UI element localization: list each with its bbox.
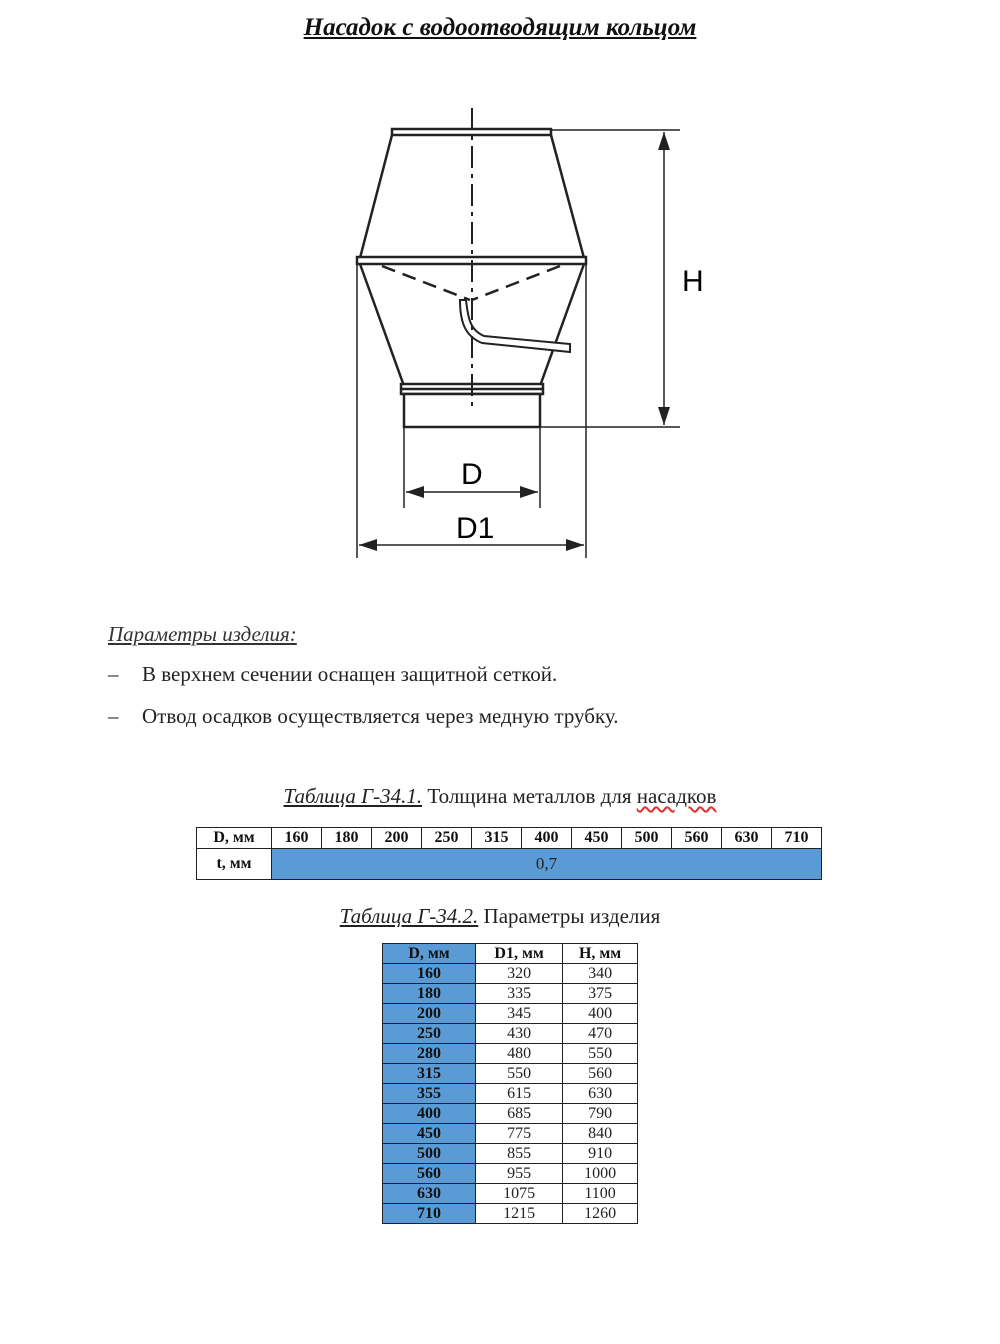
h-cell: 1000: [563, 1164, 638, 1184]
d1-cell: 775: [476, 1124, 563, 1144]
h-cell: 340: [563, 964, 638, 984]
diameter-cell: 710: [772, 828, 822, 849]
d-cell: 500: [383, 1144, 476, 1164]
d1-cell: 480: [476, 1044, 563, 1064]
h-cell: 470: [563, 1024, 638, 1044]
d-cell: 160: [383, 964, 476, 984]
table-row: [383, 984, 638, 1004]
h-cell: 790: [563, 1104, 638, 1124]
row-header-d: D, мм: [197, 828, 272, 849]
h-cell: 400: [563, 1004, 638, 1024]
table-row: [383, 1104, 638, 1124]
param-text: В верхнем сечении оснащен защитной сеткой.: [142, 662, 558, 686]
d1-cell: 550: [476, 1064, 563, 1084]
d-cell: 400: [383, 1104, 476, 1124]
diameter-cell: 450: [572, 828, 622, 849]
table-row: [383, 1164, 638, 1184]
table1-caption-text: Толщина металлов для: [427, 784, 632, 808]
table1-caption-word: насадков: [636, 784, 717, 808]
d-cell: 630: [383, 1184, 476, 1204]
diameter-cell: 160: [272, 828, 322, 849]
table-row: [383, 1184, 638, 1204]
d1-cell: 955: [476, 1164, 563, 1184]
upper-cone-left: [360, 135, 392, 258]
page-title: Насадок с водоотводящим кольцом: [303, 14, 697, 41]
table2-caption-label: Таблица Г-34.2.: [339, 904, 479, 928]
params-heading: Параметры изделия:: [108, 622, 297, 646]
upper-cone-right: [551, 135, 584, 258]
d1-cell: 1215: [476, 1204, 563, 1224]
lower-cone-left: [360, 264, 404, 386]
d-cell: 450: [383, 1124, 476, 1144]
d-label: D: [461, 458, 483, 491]
d-cell: 180: [383, 984, 476, 1004]
diameter-cell: 400: [522, 828, 572, 849]
d1-cell: 685: [476, 1104, 563, 1124]
diameter-cell: 200: [372, 828, 422, 849]
lower-cone-right: [540, 264, 584, 386]
diameter-cell: 250: [422, 828, 472, 849]
h-cell: 1260: [563, 1204, 638, 1224]
d-cell: 355: [383, 1084, 476, 1104]
diameter-cell: 560: [672, 828, 722, 849]
d-cell: 200: [383, 1004, 476, 1024]
column-header: D, мм: [383, 944, 476, 964]
diameter-cell: 315: [472, 828, 522, 849]
d1-cell: 335: [476, 984, 563, 1004]
bullet-dash: –: [108, 704, 119, 728]
table-row: [197, 828, 822, 849]
table-row: [383, 1084, 638, 1104]
table1-caption-label: Таблица Г-34.1.: [283, 784, 423, 808]
column-header: D1, мм: [476, 944, 563, 964]
diameter-cell: 630: [722, 828, 772, 849]
table-row: [383, 1064, 638, 1084]
d1-cell: 345: [476, 1004, 563, 1024]
row-header-t: t, мм: [197, 849, 272, 880]
h-cell: 910: [563, 1144, 638, 1164]
d1-cell: 1075: [476, 1184, 563, 1204]
column-header: H, мм: [563, 944, 638, 964]
table-row: [383, 964, 638, 984]
d1-cell: 615: [476, 1084, 563, 1104]
table-row: [383, 1124, 638, 1144]
diameter-cell: 500: [622, 828, 672, 849]
table-row: [383, 1044, 638, 1064]
h-label: H: [682, 265, 704, 298]
h-cell: 1100: [563, 1184, 638, 1204]
table2-caption-text: Параметры изделия: [483, 904, 661, 928]
table2-caption: [0, 904, 1000, 929]
table1-caption: [0, 784, 1000, 809]
drain-cone-right: [472, 266, 560, 300]
d1-cell: 430: [476, 1024, 563, 1044]
param-item: [108, 704, 619, 729]
d1-cell: 320: [476, 964, 563, 984]
h-cell: 560: [563, 1064, 638, 1084]
d-cell: 560: [383, 1164, 476, 1184]
d-cell: 280: [383, 1044, 476, 1064]
drain-pipe: [460, 300, 570, 352]
bottom-pipe: [404, 394, 540, 427]
table-header-row: [383, 944, 638, 964]
d-cell: 710: [383, 1204, 476, 1224]
param-item: [108, 662, 557, 687]
h-cell: 375: [563, 984, 638, 1004]
thickness-table: [196, 827, 822, 880]
h-cell: 550: [563, 1044, 638, 1064]
d1-cell: 855: [476, 1144, 563, 1164]
d-cell: 250: [383, 1024, 476, 1044]
bullet-dash: –: [108, 662, 119, 686]
thickness-value: 0,7: [272, 849, 822, 880]
product-drawing: [0, 0, 1000, 600]
h-cell: 630: [563, 1084, 638, 1104]
param-text: Отвод осадков осуществляется через медную трубку.: [142, 704, 619, 728]
h-cell: 840: [563, 1124, 638, 1144]
drain-cone-left: [382, 266, 470, 300]
d1-label: D1: [456, 512, 495, 545]
table-row: [383, 1204, 638, 1224]
diameter-cell: 180: [322, 828, 372, 849]
d-cell: 315: [383, 1064, 476, 1084]
table-row: [383, 1144, 638, 1164]
parameters-table: [382, 943, 638, 1224]
table-row: [383, 1024, 638, 1044]
table-row: [383, 1004, 638, 1024]
table-row: [197, 849, 822, 880]
